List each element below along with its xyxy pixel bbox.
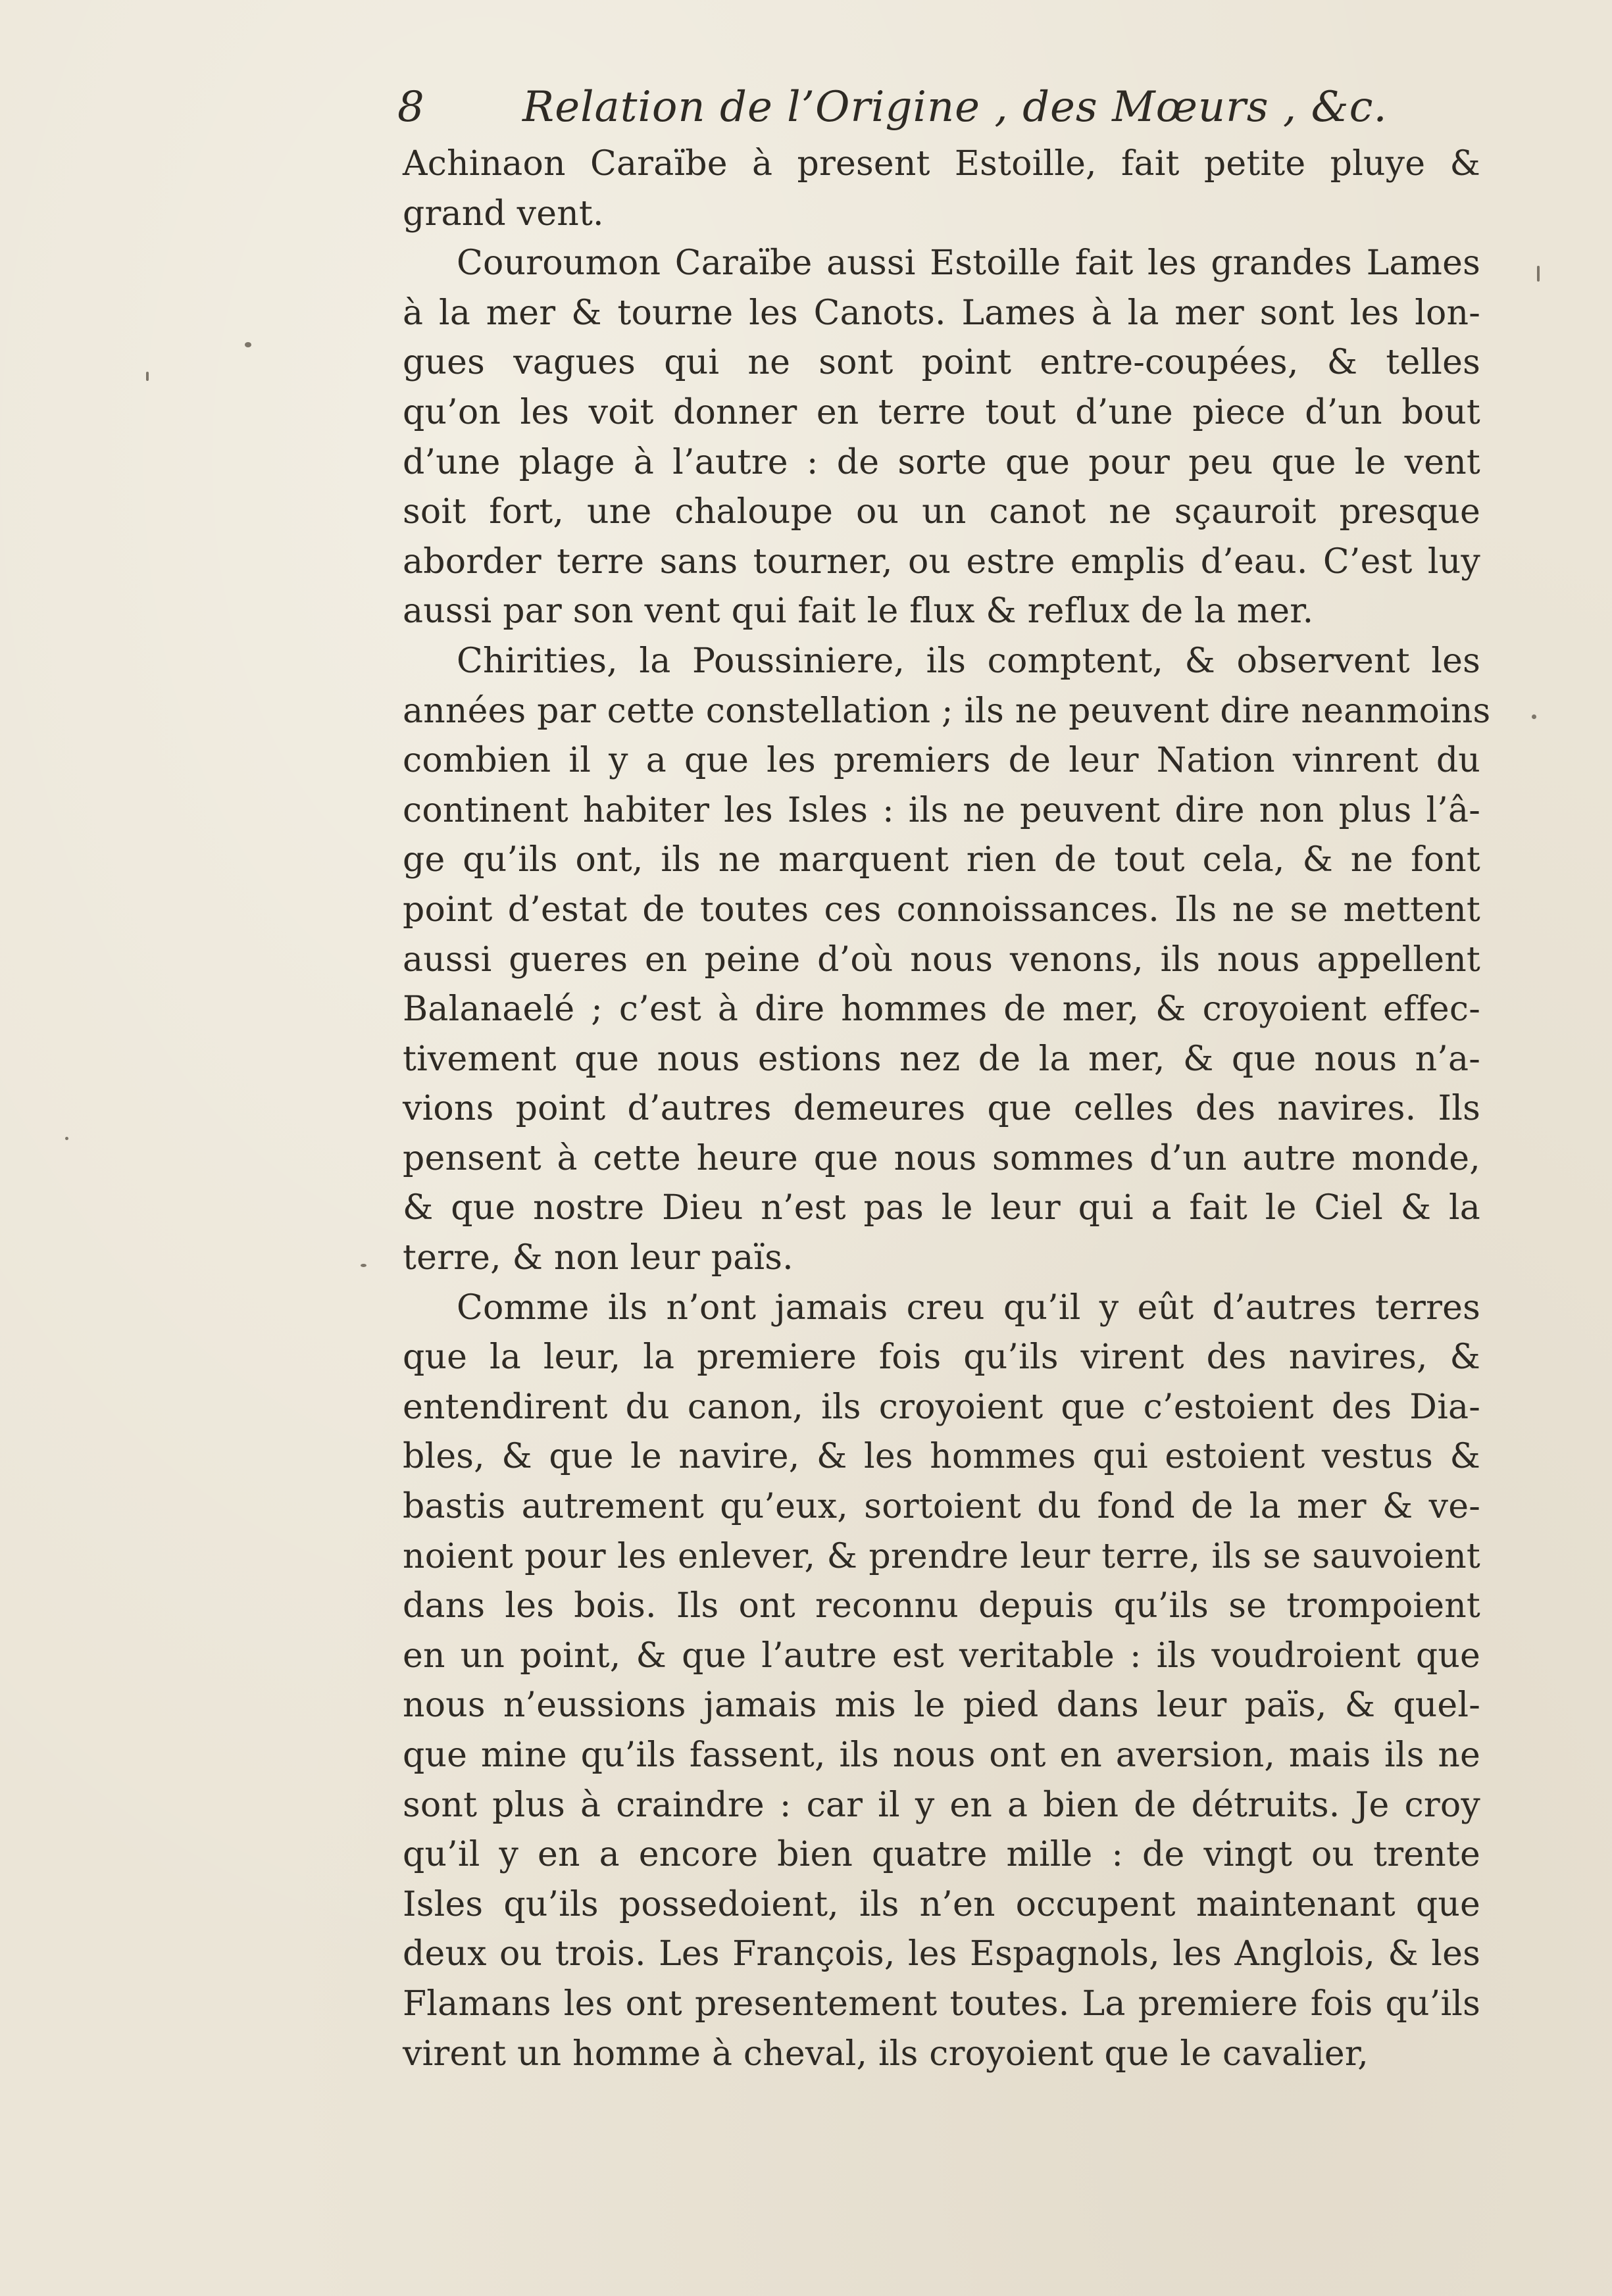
page-number: 8 <box>397 83 424 132</box>
text-line: & que nostre Dieu n’est pas le leur qui a fait le Ciel & la <box>403 1188 1480 1228</box>
text-line: ge qu’ils ont, ils ne marquent rien de tout cela, & ne font <box>403 840 1480 880</box>
text-line: entendirent du canon, ils croyoient que c’estoient des Dia- <box>403 1387 1480 1427</box>
text-line: soit fort, une chaloupe ou un canot ne sçauroit presque <box>403 492 1480 532</box>
text-line: aussi gueres en peine d’où nous venons, ils nous appellent <box>403 939 1480 980</box>
text-line: continent habiter les Isles : ils ne peuvent dire non plus l’â- <box>403 790 1480 830</box>
text-line: deux ou trois. Les François, les Espagnols, les Anglois, & les <box>403 1934 1480 1974</box>
paper-speck <box>1532 714 1536 719</box>
text-line: aborder terre sans tourner, ou estre emplis d’eau. C’est luy <box>403 541 1480 582</box>
text-line: qu’il y en a encore bien quatre mille : de vingt ou trente <box>403 1835 1480 1875</box>
text-line: gues vagues qui ne sont point entre-coupées, & telles <box>403 343 1480 383</box>
text-line: bastis autrement qu’eux, sortoient du fond de la mer & ve- <box>403 1487 1480 1527</box>
paper-speck <box>361 1264 366 1267</box>
text-line: terre, & non leur païs. <box>403 1238 793 1278</box>
text-line: sont plus à craindre : car il y en a bien de détruits. Je croy <box>403 1785 1480 1825</box>
text-line: tivement que nous estions nez de la mer, & que nous n’a- <box>403 1039 1480 1079</box>
paragraph-start-line: Chirities, la Poussiniere, ils comptent, & observent les <box>457 641 1480 681</box>
text-line: d’une plage à l’autre : de sorte que pour peu que le vent <box>403 442 1480 482</box>
text-line: point d’estat de toutes ces connoissances. Ils ne se mettent <box>403 889 1480 930</box>
text-line: Balanaelé ; c’est à dire hommes de mer, & croyoient effec- <box>403 989 1480 1030</box>
paper-speck <box>65 1137 68 1140</box>
text-line: Achinaon Caraïbe à present Estoille, fait petite pluye & <box>403 144 1480 184</box>
text-line: virent un homme à cheval, ils croyoient que le cavalier, <box>403 2034 1369 2074</box>
text-line: combien il y a que les premiers de leur Nation vinrent du <box>403 741 1480 781</box>
text-line: aussi par son vent qui fait le flux & reflux de la mer. <box>403 591 1314 632</box>
text-line: grand vent. <box>403 193 604 234</box>
text-line: Isles qu’ils possedoient, ils n’en occupent maintenant que <box>403 1884 1480 1924</box>
text-line: nous n’eussions jamais mis le pied dans leur païs, & quel- <box>403 1685 1480 1726</box>
text-line: que mine qu’ils fassent, ils nous ont en aversion, mais ils ne <box>403 1735 1480 1775</box>
text-line: bles, & que le navire, & les hommes qui estoient vestus & <box>403 1437 1480 1477</box>
text-line: qu’on les voit donner en terre tout d’une piece d’un bout <box>403 392 1480 432</box>
paper-speck <box>1537 266 1540 282</box>
paper-speck <box>146 372 149 381</box>
paper-speck <box>245 342 251 347</box>
page-header <box>397 78 1424 137</box>
text-line: années par cette constellation ; ils ne peuvent dire neanmoins <box>403 691 1491 731</box>
text-line: à la mer & tourne les Canots. Lames à la mer sont les lon- <box>403 293 1480 333</box>
text-line: pensent à cette heure que nous sommes d’un autre monde, <box>403 1138 1480 1178</box>
text-line: que la leur, la premiere fois qu’ils virent des navires, & <box>403 1337 1480 1378</box>
running-title: Relation de l’Origine , des Mœurs , &c. <box>522 83 1388 132</box>
text-line: noient pour les enlever, & prendre leur terre, ils se sauvoient <box>403 1536 1480 1576</box>
body-text <box>403 139 1491 2079</box>
text-line: vions point d’autres demeures que celles des navires. Ils <box>403 1089 1480 1129</box>
text-line: en un point, & que l’autre est veritable : ils voudroient que <box>403 1635 1480 1676</box>
paragraph-start-line: Comme ils n’ont jamais creu qu’il y eût d’autres terres <box>457 1287 1480 1328</box>
text-line: dans les bois. Ils ont reconnu depuis qu’ils se trompoient <box>403 1586 1480 1626</box>
paragraph-start-line: Couroumon Caraïbe aussi Estoille fait les grandes Lames <box>457 243 1480 284</box>
text-line: Flamans les ont presentement toutes. La premiere fois qu’ils <box>403 1984 1480 2024</box>
